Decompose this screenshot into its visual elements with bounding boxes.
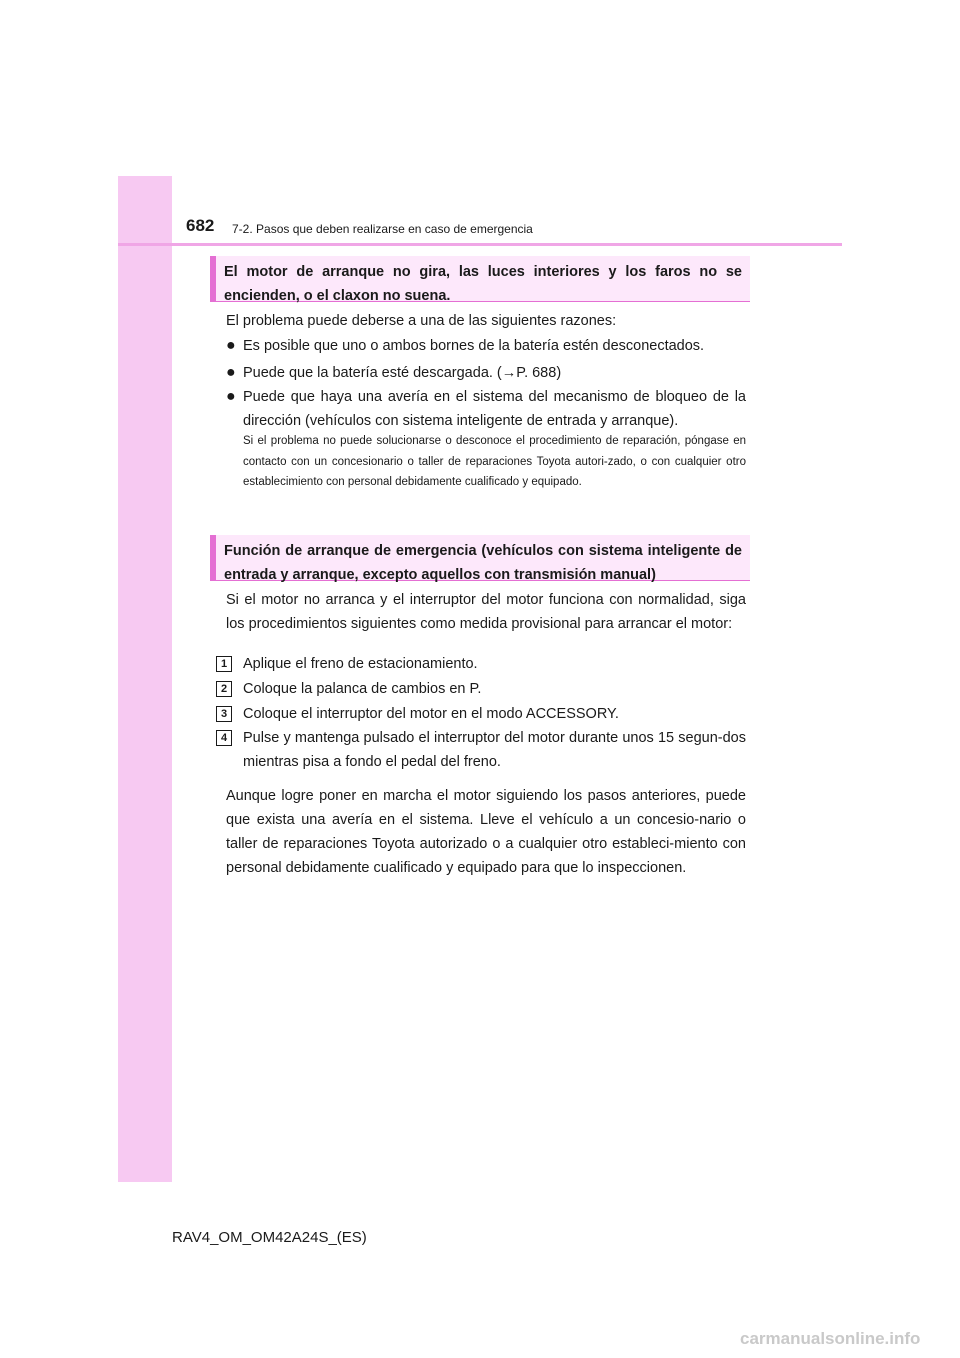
section-heading-starter: El motor de arranque no gira, las luces interiores y los faros no se encienden, o el claxon no suena. [210,256,750,302]
bullet-item [226,385,746,433]
closing-paragraph: Aunque logre poner en marcha el motor siguiendo los pasos anteriores, puede que exista una avería en el sistema. Lleve el vehículo a un concesio-nario o taller de reparaciones Toyota autorizado o a cualquier otro estableci-miento con personal debidamente cualificado y equipado para que lo inspeccionen. [226,788,746,876]
note-paragraph: Si el problema no puede solucionarse o desconoce el procedimiento de reparación, póngase en contacto con un concesionario o taller de reparaciones Toyota autori-zado, o con cualquier otro establecimiento con personal debidamente cualificado y equipado. [243,435,746,488]
watermark: carmanualsonline.info [740,1329,921,1348]
bullet-icon: ● [226,388,236,405]
side-strip [118,176,172,1182]
bullet-icon: ● [226,364,236,381]
step-text: Aplique el freno de estacionamiento. [243,656,478,672]
step-number-badge: 3 [216,706,232,722]
section-heading-emergency-start: Función de arranque de emergencia (vehículos con sistema inteligente de entrada y arranque, excepto aquellos con transmisión manual) [210,535,750,581]
step-number-badge: 1 [216,656,232,672]
page-number: 682 [186,216,215,235]
header-rule [118,243,842,246]
section-title: 7-2. Pasos que deben realizarse en caso de emergencia [232,222,533,236]
bullet-item [226,334,746,358]
bullet-item [226,361,746,385]
intro-paragraph-2: Si el motor no arranca y el interruptor del motor funciona con normalidad, siga los procedimientos siguientes como medida provisional para arrancar el motor: [226,592,746,632]
document-code: RAV4_OM_OM42A24S_(ES) [172,1229,367,1246]
step-number-badge: 4 [216,730,232,746]
step-item [216,652,746,676]
bullet-text: Es posible que uno o ambos bornes de la batería estén desconectados. [243,338,705,354]
step-item [216,726,746,774]
bullet-text: Puede que la batería esté descargada. (→P. 688) [243,365,562,381]
bullet-text: Puede que haya una avería en el sistema del mecanismo de bloqueo de la dirección (vehículos con sistema inteligente de entrada y arranque). [243,389,746,429]
step-item [216,702,746,726]
step-text: Pulse y mantenga pulsado el interruptor del motor durante unos 15 segun-dos mientras pisa a fondo el pedal del freno. [243,730,746,770]
step-text: Coloque la palanca de cambios en P. [243,681,482,697]
bullet-icon: ● [226,337,236,354]
intro-paragraph-1: El problema puede deberse a una de las siguientes razones: [226,313,617,329]
step-item [216,677,746,701]
step-number-badge: 2 [216,681,232,697]
step-text: Coloque el interruptor del motor en el modo ACCESSORY. [243,706,619,722]
